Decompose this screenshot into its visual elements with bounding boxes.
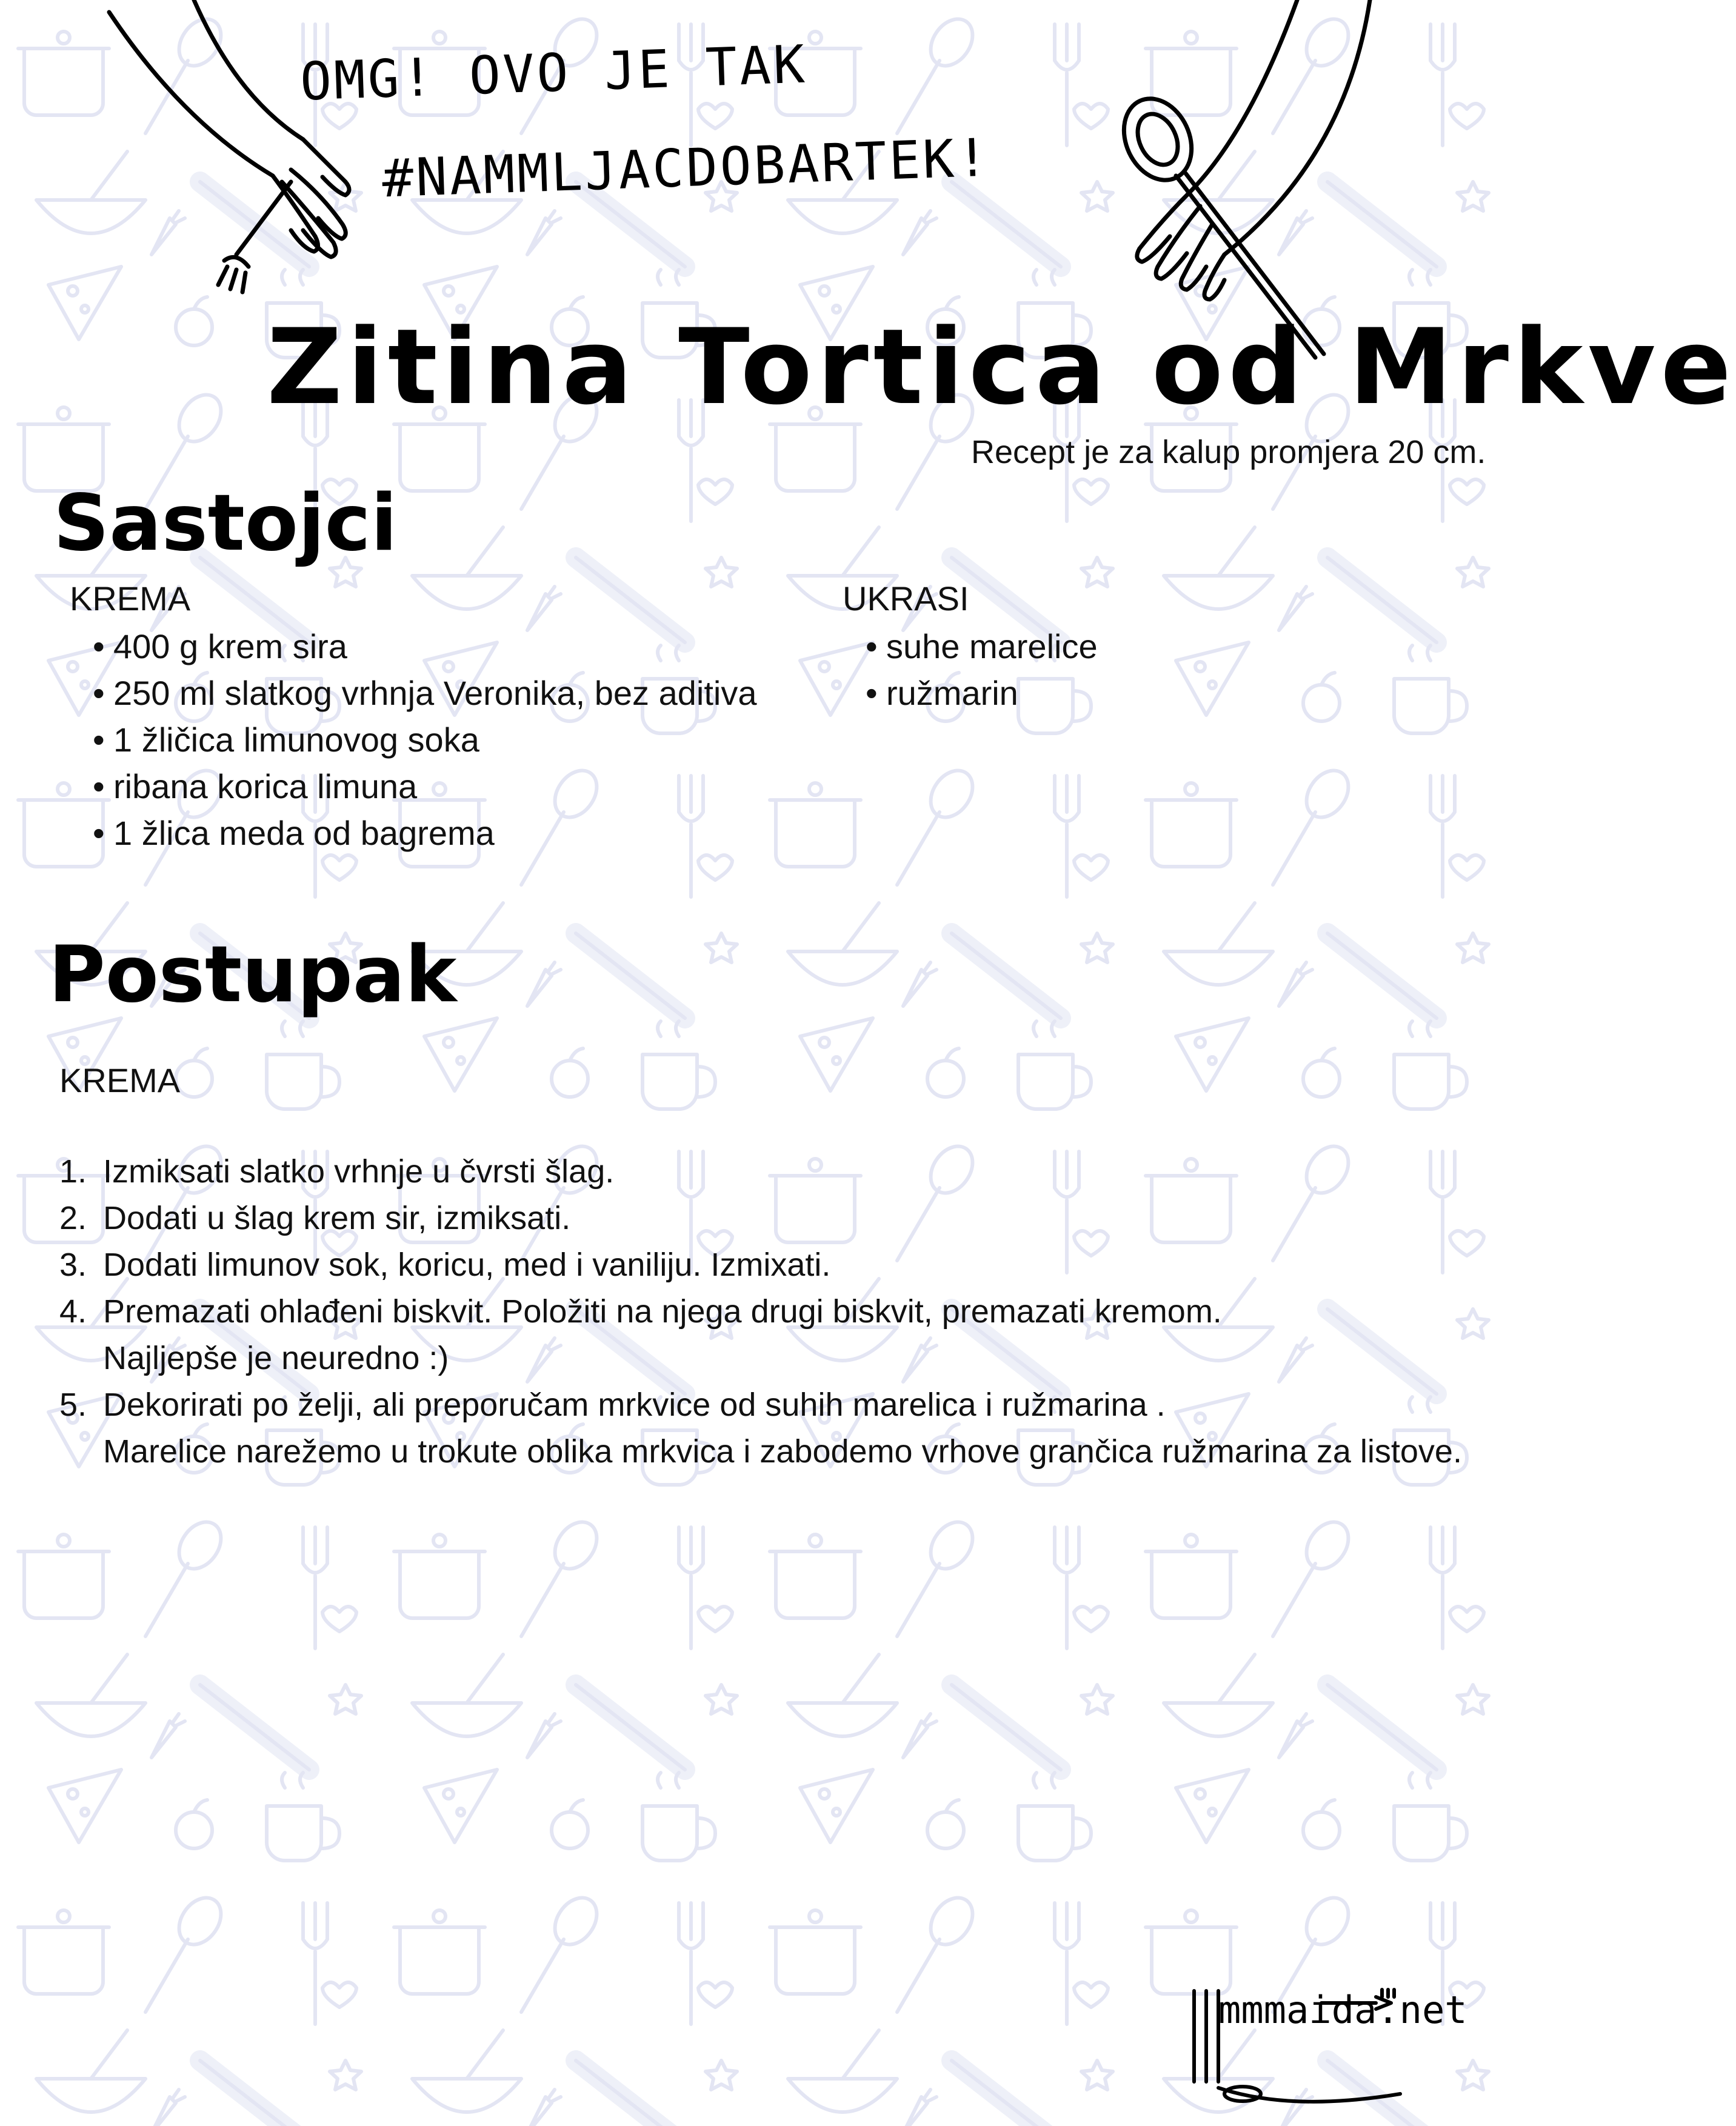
list-item: • 250 ml slatkog vrhnja Veronika, bez aditiva (93, 670, 756, 716)
bullet-icon: • (93, 814, 105, 852)
recipe-title: Zitina Tortica od Mrkve (267, 306, 1736, 428)
ingredients-ukrasi-group (843, 579, 1098, 716)
step-number: 1. (59, 1153, 87, 1190)
ingredients-krema-list (93, 623, 756, 856)
method-heading: Postupak (48, 930, 457, 1020)
step-item (59, 1242, 1462, 1288)
bullet-icon: • (93, 627, 105, 665)
bullet-icon: • (93, 674, 105, 712)
list-item: • ružmarin (866, 670, 1098, 716)
tagline-line1: OMG! OVO JE TAK (299, 34, 809, 113)
step-number: 2. (59, 1200, 87, 1236)
brand-name: mmmaida.net (1218, 1988, 1467, 2032)
list-item: • 1 žličica limunovog soka (93, 716, 756, 763)
step-item (59, 1288, 1462, 1382)
hand-with-fork-illustration (109, 0, 364, 303)
ingredients-ukrasi-list (866, 623, 1098, 716)
recipe-subtitle: Recept je za kalup promjera 20 cm. (971, 434, 1486, 470)
step-number: 3. (59, 1247, 87, 1283)
bullet-icon: • (93, 767, 105, 805)
step-text: Dodati u šlag krem sir, izmiksati. (103, 1200, 571, 1236)
list-item: • 400 g krem sira (93, 623, 756, 670)
step-text-continued: Marelice narežemo u trokute oblika mrkvica i zabodemo vrhove grančica ružmarina za listove. (103, 1433, 1462, 1470)
step-number: 4. (59, 1293, 87, 1330)
method-krema-label: KREMA (59, 1061, 181, 1099)
tagline-line2: #NAMMLJACDOBARTEK! (381, 127, 992, 210)
bullet-icon: • (93, 721, 105, 759)
ingredients-heading: Sastojci (53, 478, 398, 568)
list-item: • ribana korica limuna (93, 763, 756, 810)
step-text: Dekorirati po želji, ali preporučam mrkvice od suhih marelica i ružmarina . (103, 1387, 1166, 1423)
step-text: Izmiksati slatko vrhnje u čvrsti šlag. (103, 1153, 615, 1190)
list-item: • 1 žlica meda od bagrema (93, 810, 756, 856)
bullet-icon: • (866, 674, 878, 712)
step-item (59, 1382, 1462, 1475)
method-steps-list (59, 1148, 1462, 1475)
ingredients-krema-label: KREMA (70, 579, 191, 618)
step-text-continued: Najljepše je neuredno :) (103, 1340, 449, 1376)
step-item (59, 1148, 1462, 1195)
step-text: Premazati ohlađeni biskvit. Položiti na njega drugi biskvit, premazati kremom. (103, 1293, 1222, 1330)
ingredients-krema-group (70, 579, 756, 856)
ingredients-ukrasi-label: UKRASI (843, 579, 969, 618)
step-item (59, 1195, 1462, 1242)
step-text: Dodati limunov sok, koricu, med i vaniliju. Izmixati. (103, 1247, 831, 1283)
step-number: 5. (59, 1387, 87, 1423)
list-item: • suhe marelice (866, 623, 1098, 670)
bullet-icon: • (866, 627, 878, 665)
